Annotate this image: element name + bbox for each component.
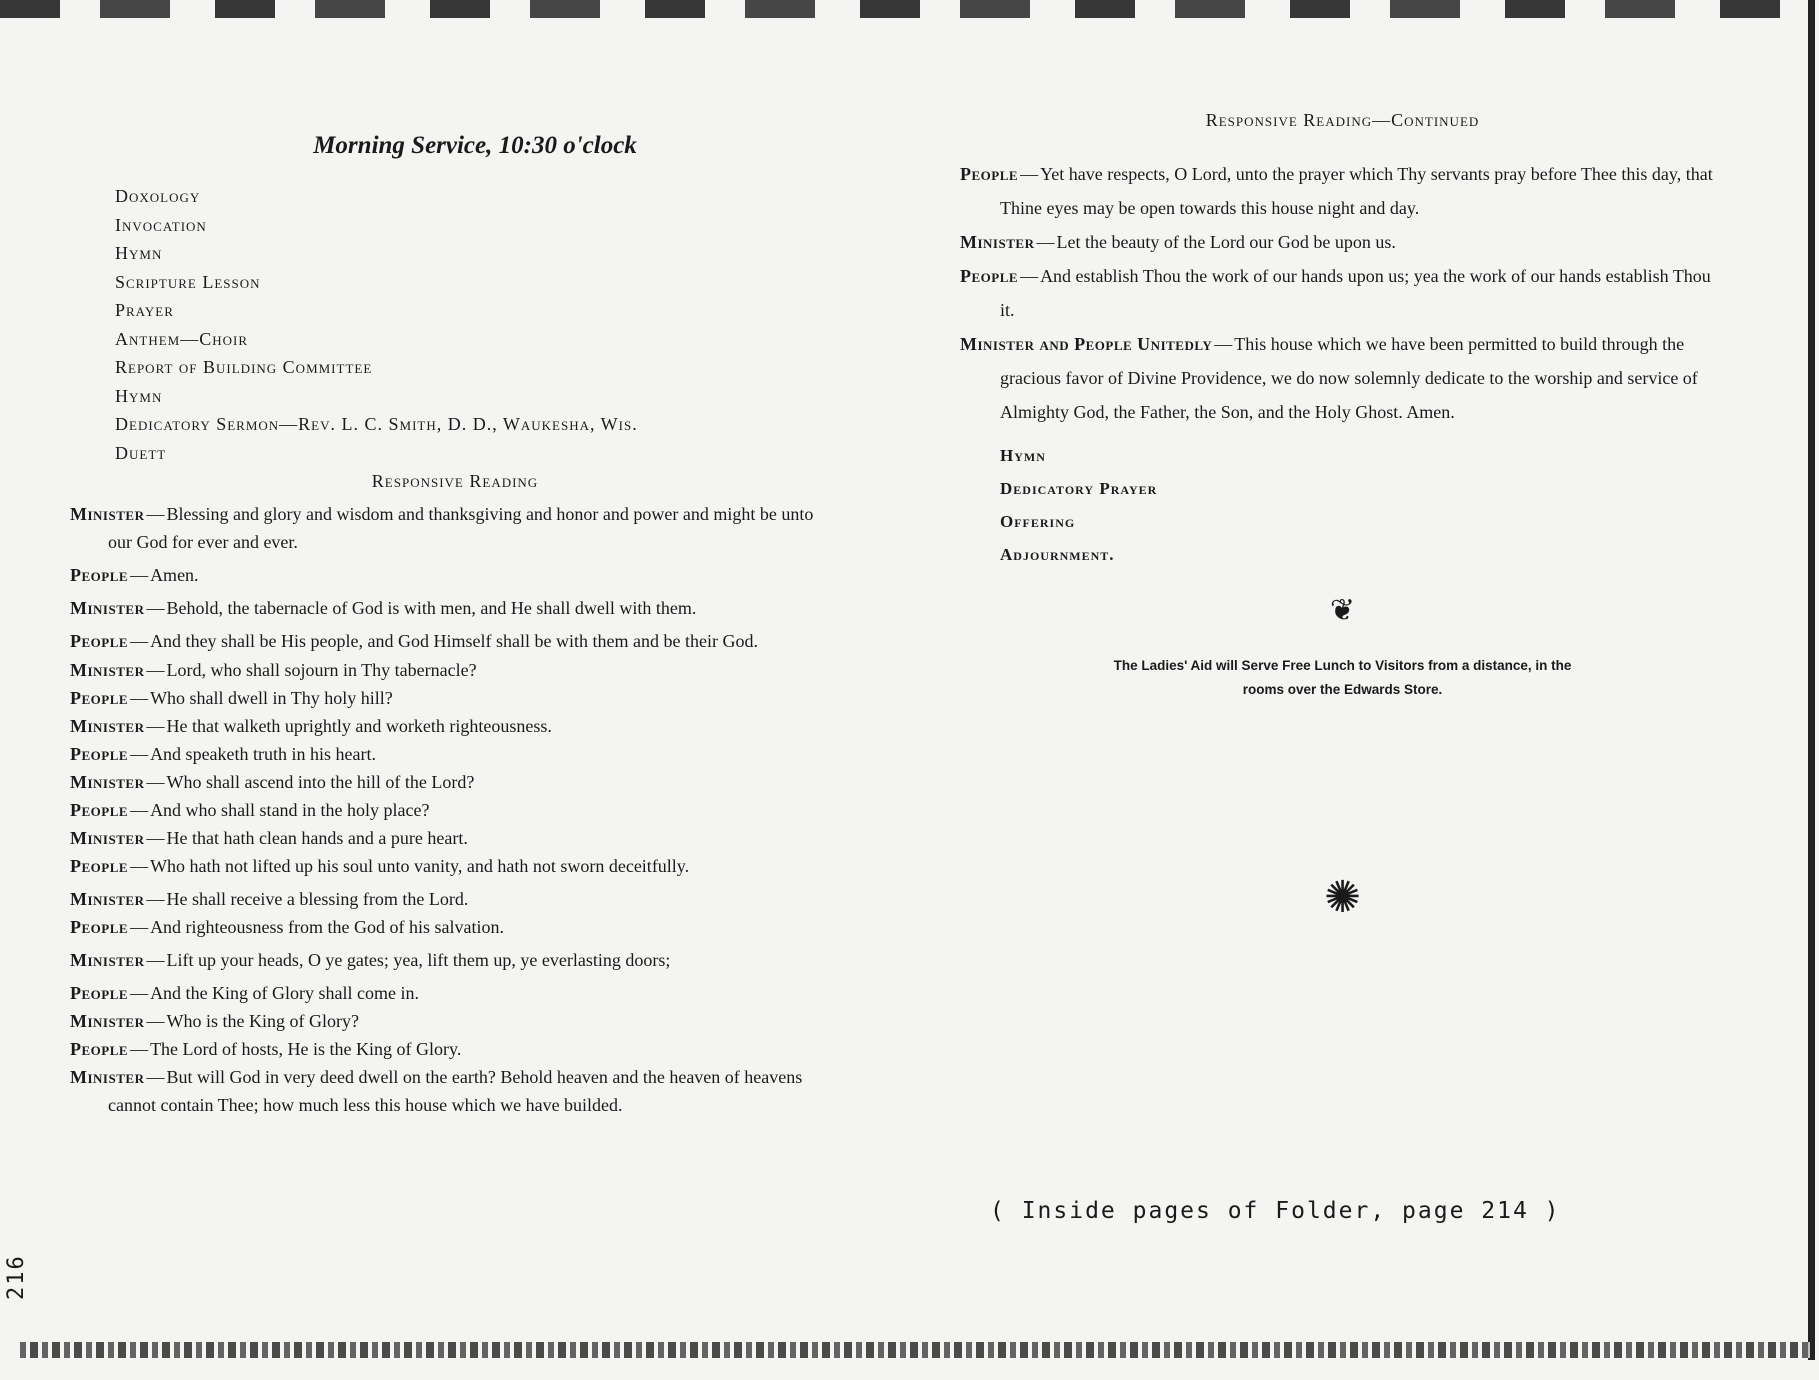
closing-item-hymn: Hymn: [1000, 446, 1046, 465]
responsive-reading-heading: Responsive Reading: [371, 471, 539, 491]
order-item-scripture-lesson: Scripture Lesson: [115, 271, 261, 292]
dash-separator: —: [146, 504, 165, 524]
reading-line: [70, 656, 840, 684]
dash-separator: —: [146, 598, 165, 618]
reading-line: [70, 1063, 840, 1119]
dash-separator: —: [1036, 232, 1055, 252]
closing-order-list: [1000, 439, 1725, 571]
reading-line: [960, 157, 1725, 225]
reading-text: This house which we have been permitted to build through the gracious favor of Divine Providence, we do now solemnly dedicate to the worship and service of Almighty God, the Father, the Son, and the Holy Ghost. Amen.: [1000, 334, 1698, 422]
speaker-label: People: [70, 565, 129, 585]
speaker-label: People: [70, 983, 129, 1003]
reading-line: [960, 327, 1725, 429]
top-scan-edge: [0, 0, 1819, 18]
reading-text: And speaketh truth in his heart.: [150, 744, 377, 764]
reading-text: Amen.: [150, 565, 199, 585]
speaker-label: Minister: [70, 889, 145, 909]
dash-separator: —: [146, 660, 165, 680]
order-item-duett: Duett: [115, 442, 167, 463]
speaker-label: People: [960, 266, 1019, 286]
dash-separator: —: [130, 983, 149, 1003]
reading-line: [70, 913, 840, 941]
reading-text: Behold, the tabernacle of God is with men, and He shall dwell with them.: [166, 598, 697, 618]
reading-text: Let the beauty of the Lord our God be upon us.: [1056, 232, 1396, 252]
service-order-list: [115, 182, 840, 467]
reading-line: [70, 885, 840, 913]
order-item-hymn: Hymn: [115, 243, 163, 263]
speaker-label: Minister: [70, 1067, 145, 1087]
ladies-aid-notice: [960, 654, 1725, 702]
order-item-hymn-2: Hymn: [115, 385, 163, 406]
bottom-scan-edge: [20, 1342, 1810, 1358]
notice-line-1: The Ladies' Aid will Serve Free Lunch to Visitors from a distance, in the: [1113, 658, 1572, 673]
order-item-dedicatory-sermon: Dedicatory Sermon—Rev. L. C. Smith, D. D., Waukesha, Wis.: [115, 414, 638, 434]
reading-line: [70, 979, 840, 1007]
reading-text: Blessing and glory and wisdom and thanksgiving and honor and power and might be unto our God for ever and ever.: [108, 504, 814, 552]
dash-separator: —: [130, 856, 149, 876]
speaker-label: People: [70, 744, 129, 764]
reading-line: [70, 712, 840, 740]
speaker-label: People: [70, 917, 129, 937]
reading-line: [70, 852, 840, 880]
reading-line: [70, 561, 840, 589]
closing-item-offering: Offering: [1000, 512, 1076, 531]
reading-text: He shall receive a blessing from the Lord.: [166, 889, 469, 909]
floral-ornament-icon: ❦: [1329, 594, 1356, 627]
reading-text: And the King of Glory shall come in.: [150, 983, 420, 1003]
reading-text: Lift up your heads, O ye gates; yea, lift them up, ye everlasting doors;: [166, 950, 671, 970]
dash-separator: —: [130, 565, 149, 585]
reading-text: And establish Thou the work of our hands upon us; yea the work of our hands establish Thou it.: [1000, 266, 1711, 320]
reading-text: And righteousness from the God of his salvation.: [150, 917, 505, 937]
reading-line: [70, 627, 840, 655]
reading-text: And who shall stand in the holy place?: [150, 800, 430, 820]
dash-separator: —: [146, 716, 165, 736]
reading-line: [70, 684, 840, 712]
reading-line: [70, 740, 840, 768]
order-item-prayer: Prayer: [115, 300, 174, 320]
closing-item-adjournment: Adjournment.: [1000, 545, 1115, 564]
reading-text: He that hath clean hands and a pure heart.: [166, 828, 468, 848]
dash-separator: —: [1020, 164, 1039, 184]
order-item-anthem: Anthem—Choir: [115, 328, 248, 349]
dash-separator: —: [130, 800, 149, 820]
typed-archive-note: ( Inside pages of Folder, page 214 ): [990, 1198, 1561, 1224]
dash-separator: —: [1020, 266, 1039, 286]
speaker-label: Minister: [960, 232, 1035, 252]
speaker-label: People: [70, 856, 129, 876]
reading-text: But will God in very deed dwell on the earth? Behold heaven and the heaven of heavens cannot contain Thee; how much less this house which we have builded.: [108, 1067, 803, 1115]
reading-continued-heading: Responsive Reading—Continued: [1205, 110, 1480, 130]
dash-separator: —: [146, 1011, 165, 1031]
dash-separator: —: [146, 772, 165, 792]
reading-text: Who shall ascend into the hill of the Lord?: [166, 772, 475, 792]
reading-line: [70, 594, 840, 622]
right-column: [960, 110, 1725, 923]
reading-line: [70, 500, 840, 556]
speaker-label: People: [70, 688, 129, 708]
speaker-label: Minister: [70, 598, 145, 618]
speaker-label: Minister: [70, 504, 145, 524]
reading-text: Yet have respects, O Lord, unto the prayer which Thy servants pray before Thee this day, that Thine eyes may be open towards this house night and day.: [1000, 164, 1713, 218]
closing-item-dedicatory-prayer: Dedicatory Prayer: [1000, 479, 1158, 498]
right-scan-edge: [1808, 0, 1815, 1360]
reading-text: Who hath not lifted up his soul unto vanity, and hath not sworn deceitfully.: [150, 856, 690, 876]
reading-text: And they shall be His people, and God Himself shall be with them and be their God.: [150, 631, 758, 651]
reading-text: The Lord of hosts, He is the King of Glory.: [150, 1039, 462, 1059]
speaker-label: Minister: [70, 828, 145, 848]
dash-separator: —: [146, 828, 165, 848]
dash-separator: —: [130, 1039, 149, 1059]
speaker-label: Minister: [70, 1011, 145, 1031]
speaker-label: People: [70, 800, 129, 820]
flower-ornament-icon: ✺: [1324, 873, 1361, 922]
reading-text: Who shall dwell in Thy holy hill?: [150, 688, 393, 708]
order-item-invocation: Invocation: [115, 214, 207, 235]
speaker-label: Minister: [70, 716, 145, 736]
speaker-label: Minister: [70, 950, 145, 970]
speaker-label: People: [960, 164, 1019, 184]
reading-line: [960, 225, 1725, 259]
left-column: [70, 120, 840, 1119]
morning-service-heading: Morning Service, 10:30 o'clock: [313, 132, 637, 159]
order-item-doxology: Doxology: [115, 186, 201, 206]
responsive-reading-left: [70, 500, 840, 1119]
dash-separator: —: [130, 744, 149, 764]
reading-line: [70, 768, 840, 796]
margin-page-number: 216: [4, 1254, 29, 1300]
dash-separator: —: [146, 889, 165, 909]
responsive-reading-right: [960, 157, 1725, 429]
reading-line: [70, 1035, 840, 1063]
reading-line: [70, 824, 840, 852]
reading-line: [70, 1007, 840, 1035]
speaker-label: Minister and People Unitedly: [960, 334, 1213, 354]
speaker-label: Minister: [70, 772, 145, 792]
speaker-label: People: [70, 1039, 129, 1059]
reading-line: [960, 259, 1725, 327]
dash-separator: —: [130, 917, 149, 937]
reading-line: [70, 946, 840, 974]
notice-line-2: rooms over the Edwards Store.: [1242, 682, 1443, 697]
reading-text: Who is the King of Glory?: [166, 1011, 359, 1031]
order-item-building-report: Report of Building Committee: [115, 357, 373, 377]
reading-line: [70, 796, 840, 824]
reading-text: Lord, who shall sojourn in Thy tabernacle?: [166, 660, 477, 680]
dash-separator: —: [130, 688, 149, 708]
speaker-label: People: [70, 631, 129, 651]
dash-separator: —: [130, 631, 149, 651]
reading-text: He that walketh uprightly and worketh righteousness.: [166, 716, 552, 736]
dash-separator: —: [1214, 334, 1233, 354]
speaker-label: Minister: [70, 660, 145, 680]
dash-separator: —: [146, 950, 165, 970]
dash-separator: —: [146, 1067, 165, 1087]
